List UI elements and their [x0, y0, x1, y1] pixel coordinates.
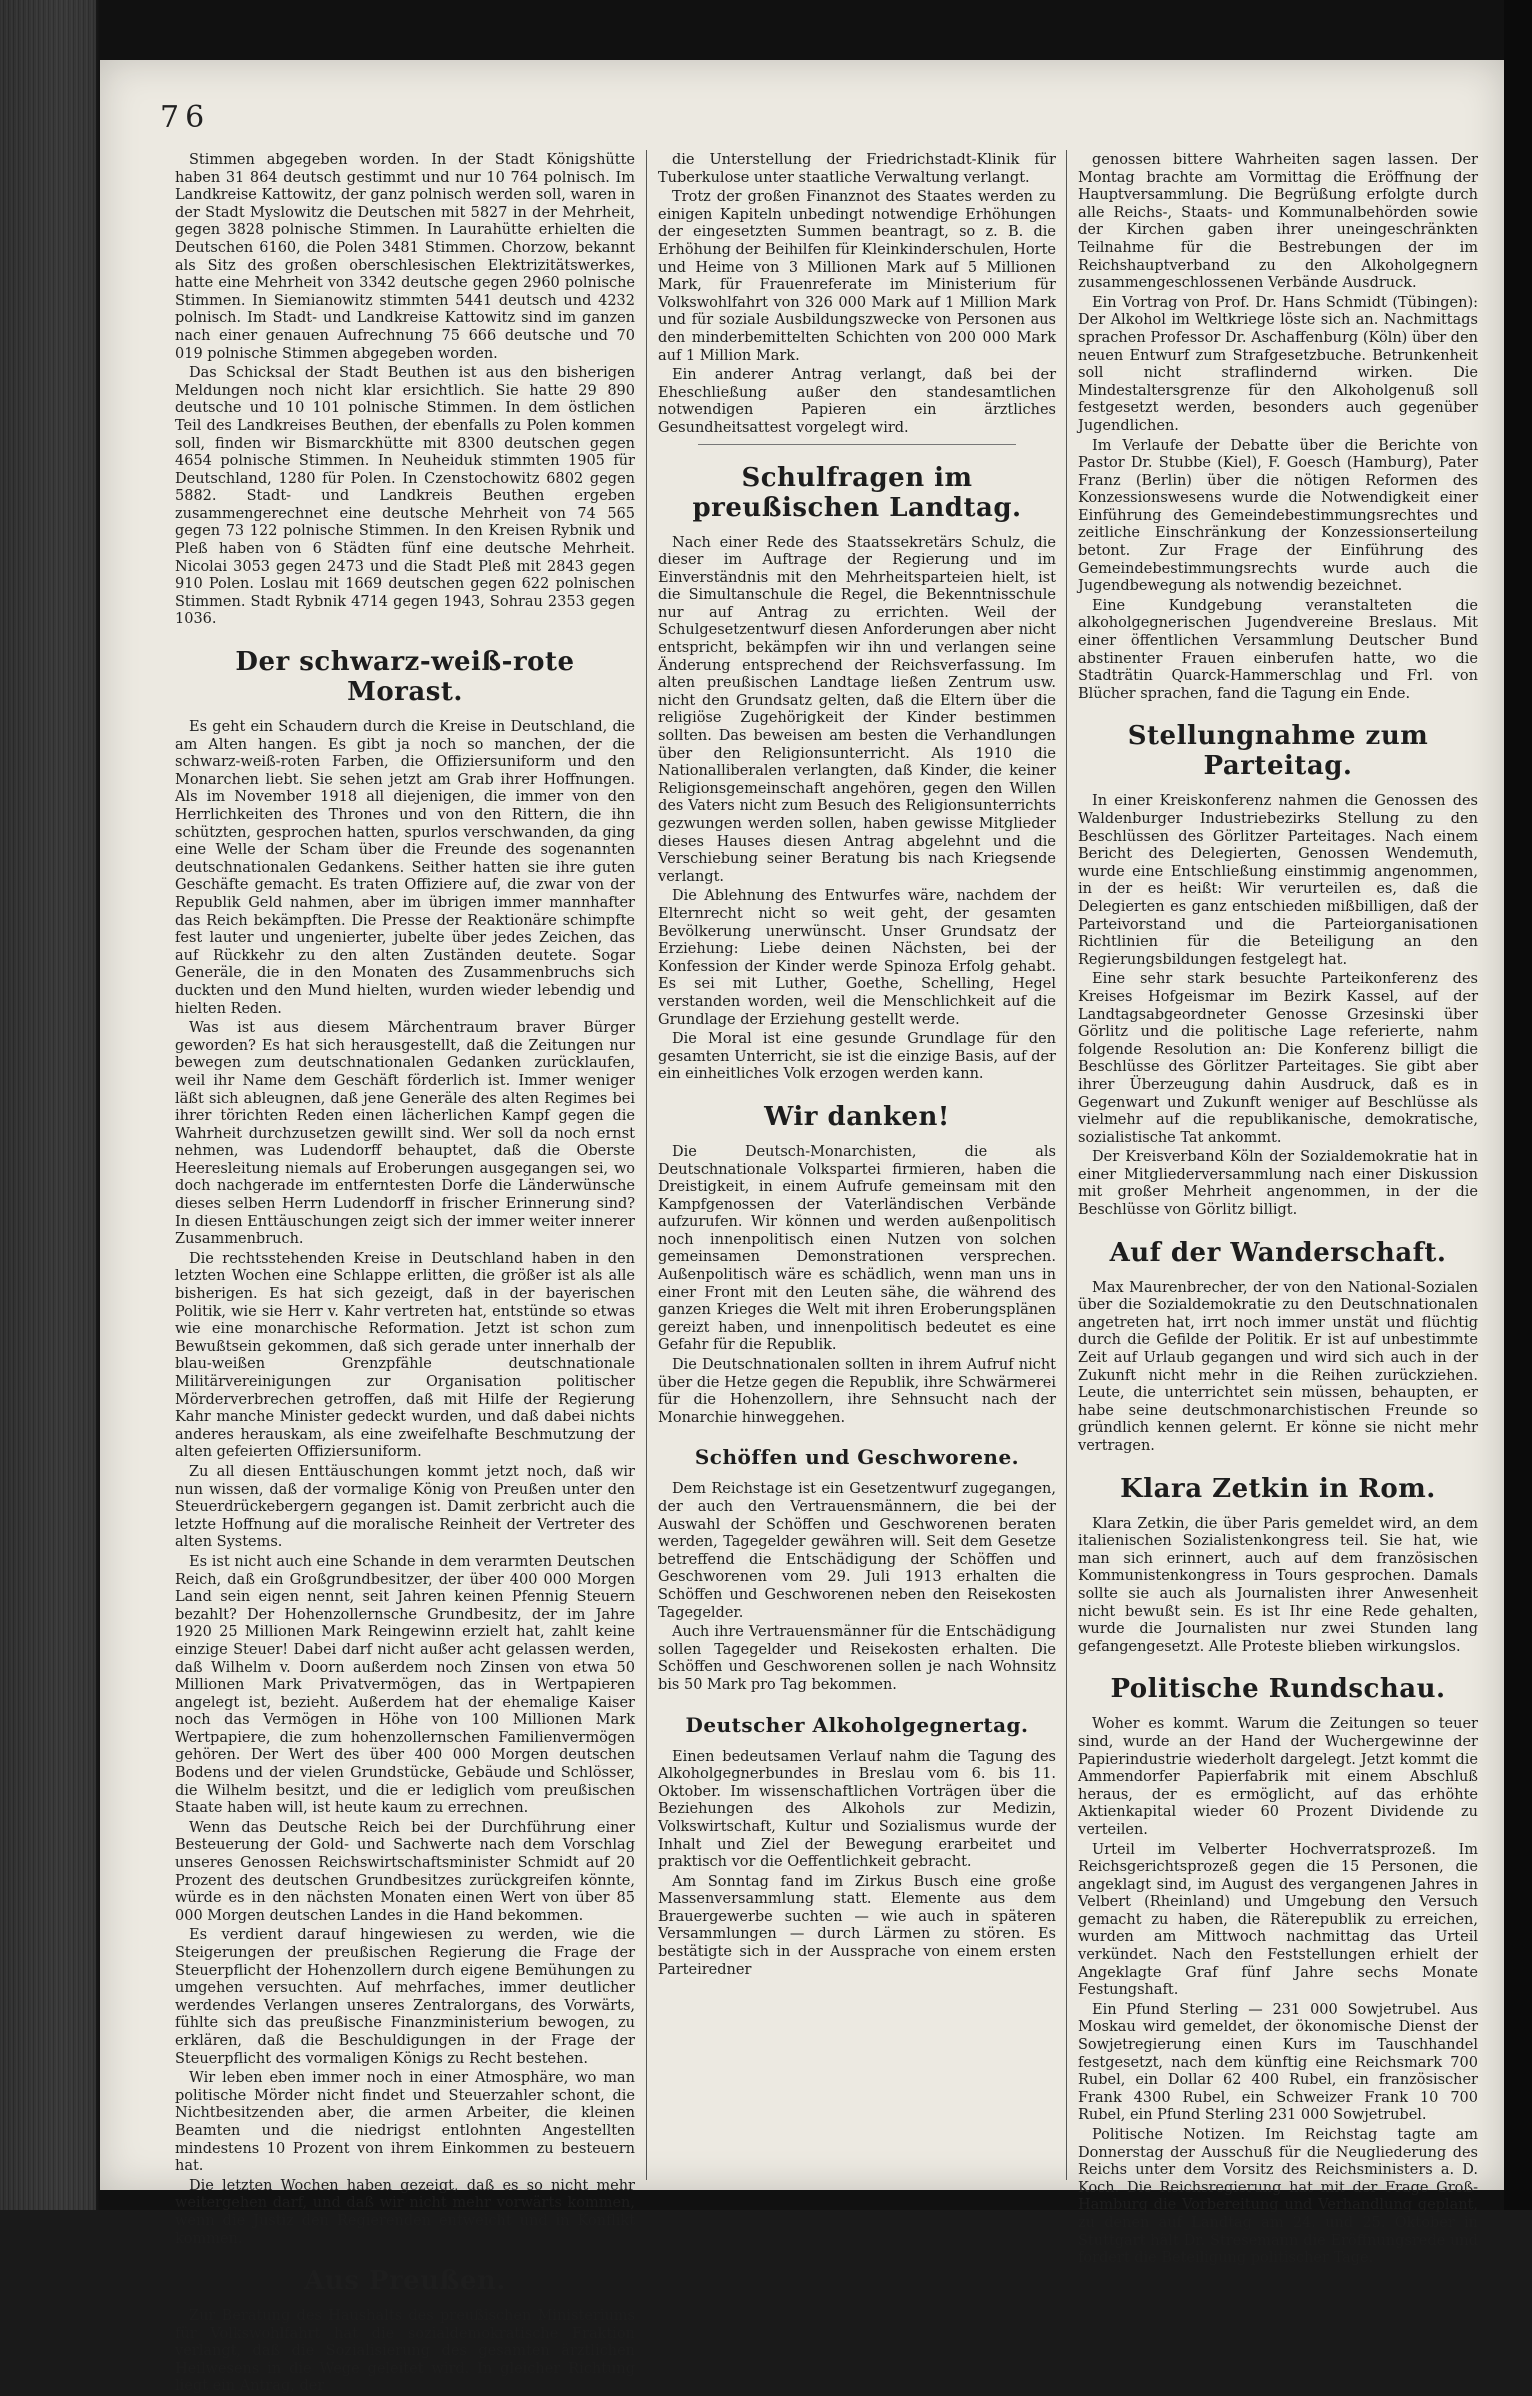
paragraph: die Unterstellung der Friedrichstadt-Klinik für Tuberkulose unter staatliche Verwaltung verlangt.	[658, 152, 1056, 186]
paragraph: Stimmen abgegeben worden. In der Stadt Königshütte haben 31 864 deutsch gestimmt und nur 10 764 polnisch. Im Landkreise Kattowitz, der ganz polnisch werden soll, waren in der Stadt Myslowitz die Deutschen mit 5827 in der Mehrheit, gegen 3828 polnische Stimmen. In Laurahütte erhielten die Deutschen 6160, die Polen 3481 Stimmen. Chorzow, bekannt als Sitz des großen oberschlesischen Elektrizitätswerkes, hatte eine Mehrheit von 3342 deutsche gegen 2960 polnische Stimmen. In Siemianowitz stimmten 5441 deutsch und 4232 polnisch. Im Stadt- und Landkreise Kattowitz sind im ganzen nach einer genauen Aufrechnung 75 666 deutsche und 70 019 polnische Stimmen abgegeben worden.	[175, 152, 635, 362]
book-binding	[0, 0, 96, 2210]
paragraph: Es verdient darauf hingewiesen zu werden, wie die Steigerungen der preußischen Regierung die Frage der Steuerpflicht der Hohenzollern durch eigene Bemühungen zu umgehen versuchten. Auf mehrfaches, immer deutlicher werdendes Verlangen unseres Zentralorgans, des Vorwärts, fühlte sich das preußische Finanzministerium bewogen, zu erklären, daß die Beschuldigungen in der Frage der Steuerpflicht des vormaligen Königs zu Recht bestehen.	[175, 1927, 635, 2067]
article-headline: Auf der Wanderschaft.	[1109, 1237, 1447, 1268]
paragraph: Nach einer Rede des Staatssekretärs Schulz, die dieser im Auftrage der Regierung und im Einverständnis mit den Mehrheitsparteien hielt, ist die Simultanschule die Regel, die Bekenntnisschule nur auf Antrag zu errichten. Weil der Schulgesetzentwurf diesen Anforderungen aber nicht entspricht, bekämpfen wir ihn und verlangen seine Änderung entsprechend der Reichsverfassung. Im alten preußischen Landtage ließen Zentrum usw. nicht den Grundsatz gelten, daß die Eltern über die religiöse Zugehörigkeit der Kinder bestimmen sollten. Das beweisen am besten die Verhandlungen über den Religionsunterricht. Als 1910 die Nationalliberalen verlangten, daß Kinder, die keiner Religionsgemeinschaft angehören, gegen den Willen des Vaters nicht zum Besuch des Religionsunterrichts gezwungen werden sollen, haben gewisse Mitglieder dieses Hauses diesen Antrag abgelehnt und die Verschiebung seiner Beratung bis nach Kriegsende verlangt.	[658, 534, 1056, 885]
paragraph: Urteil im Velberter Hochverratsprozeß. Im Reichsgerichtsprozeß gegen die 15 Personen, die angeklagt sind, im August des vergangenen Jahres in Velbert (Rheinland) und Umgebung den Versuch gemacht zu haben, die Räterepublik zu erreichen, wurden am Mittwoch nachmittag das Urteil verkündet. Nach den Feststellungen erhielt der Angeklagte Graf fünf Jahre sechs Monate Festungshaft.	[1078, 1841, 1478, 1999]
paragraph: Was ist aus diesem Märchentraum braver Bürger geworden? Es hat sich herausgestellt, daß die Zeitungen nur bewegen zum deutschnationalen Gedanken zurücklaufen, weil ihr Name dem Geschäft förderlich ist. Immer weniger läßt sich ableugnen, daß jene Generäle des alten Regimes bei ihrer törichten Reden einen lächerlichen Kampf gegen die Wahrheit durchzusetzen gewillt sind. Wer soll da noch ernst nehmen, was Ludendorff behauptet, daß die Oberste Heeresleitung niemals auf Eroberungen ausgegangen sei, wo doch nachgerade im entferntesten Dorfe die Länderwünsche dieses selben Herrn Ludendorff in frischer Erinnerung sind? In diesen Enttäuschungen zeigt sich der immer weiter innerer Zusammenbruch.	[175, 1020, 635, 1248]
column-divider	[1066, 150, 1067, 2180]
paragraph: Klara Zetkin, die über Paris gemeldet wird, an dem italienischen Sozialistenkongress teil. Sie hat, wie man sich erinnert, auch auf dem französischen Kommunistenkongress in Tours gesprochen. Damals sollte sie auch als Journalisten ihrer Anwesenheit nicht bewußt sein. Es ist Ihr eine Rede gehalten, wurde die Journalisten nur zwei Stunden lang gefangengesetzt. Alle Proteste blieben wirkungslos.	[1078, 1515, 1478, 1655]
column-middle	[658, 152, 1056, 2172]
paragraph: Der Kreisverband Köln der Sozialdemokratie hat in einer Mitgliederversammlung nach einer Diskussion mit großer Mehrheit angenommen, in der die Beschlüsse von Görlitz billigt.	[1078, 1149, 1478, 1219]
paragraph: Trotz der großen Finanznot des Staates werden zu einigen Kapiteln unbedingt notwendige Erhöhungen der eingesetzten Summen beantragt, so z. B. die Erhöhung der Beihilfen für Kleinkinderschulen, Horte und Heime von 3 Millionen Mark auf 5 Millionen Mark, für Frauenreferate im Ministerium für Volkswohlfahrt von 326 000 Mark auf 1 Million Mark und für soziale Ausbildungszwecke von Personen aus den minderbemittelten Schichten von 200 000 Mark auf 1 Million Mark.	[658, 189, 1056, 364]
paragraph: Eine sehr stark besuchte Parteikonferenz des Kreises Hofgeismar im Bezirk Kassel, auf der Landtagsabgeordneter Genosse Grzesinski über Görlitz und die politische Lage referierte, nahm folgende Resolution an: Die Konferenz billigt die Beschlüsse des Görlitzer Parteitages. Sie gibt aber ihrer Überzeugung dahin Ausdruck, daß es in Gegenwart und Zukunft weniger auf Beschlüsse als vielmehr auf die republikanische, demokratische, sozialistische Tat ankommt.	[1078, 971, 1478, 1146]
paragraph: Woher es kommt. Warum die Zeitungen so teuer sind, wurde an der Hand der Wuchergewinne der Papierindustrie wiederholt dargelegt. Jetzt kommt die Ammendorfer Papierfabrik mit einem Abschluß heraus, der es ermöglicht, auf das erhöhte Aktienkapital wieder 60 Prozent Dividende zu verteilen.	[1078, 1716, 1478, 1838]
paragraph: Am Sonntag fand im Zirkus Busch eine große Massenversammlung statt. Elemente aus dem Brauergewerbe suchten — wie auch in späteren Versammlungen — durch Lärmen zu stören. Es bestätigte sich in der Aussprache von einem ersten Parteiredner	[658, 1873, 1056, 1978]
paragraph: Die letzten Wochen haben gezeigt, daß es so nicht mehr weitergehen darf, und daß wir nicht mehr vorwärts kommen, wenn die Justiz den Regierenden entweicht und in Konflikt kommen.	[175, 2177, 635, 2247]
column-left	[175, 152, 635, 2395]
paragraph: Politische Notizen. Im Reichstag tagte am Donnerstag der Ausschuß für die Neugliederung des Reichs unter dem Vorsitz des Reichsministers a. D. Koch. Die Reichsregierung hat mit der Frage Groß-Hamburg die Vorbereitung und Verhandlung geplant, zu denen auf Landtag am 24. und 25. Oktober in Stuttgart hält Dr. Stresemann die Eröffnungsrede und fordert die Beteiligung politischer Tage.	[1078, 2127, 1478, 2267]
paragraph: Eine Kundgebung veranstalteten die alkoholgegnerischen Jugendvereine Breslaus. Mit einer öffentlichen Versammlung Deutscher Bund abstinenter Frauen einberufen hatte, wo die Stadträtin Quarck-Hammerschlag und Frl. von Blücher sprachen, fand die Tagung ein Ende.	[1078, 597, 1478, 702]
article-headline: Stellungnahme zum Parteitag.	[1127, 721, 1429, 782]
paragraph: Es geht ein Schaudern durch die Kreise in Deutschland, die am Alten hangen. Es gibt ja noch so manchen, der die schwarz-weiß-roten Farben, die Offiziersuniform und den Monarchen liebt. Sie sehen jetzt am Grab ihrer Hoffnungen. Als im November 1918 all diejenigen, die immer von den Herrlichkeiten des Thrones und von den Rittern, die ihn schützten, gesprochen hatten, spurlos verschwanden, da ging eine Welle der Scham über die Freunde des sogenannten deutschnationalen Gedankens. Seither hatten sie ihre guten Geschäfte gemacht. Es traten Offiziere auf, die zwar von der Republik Geld nahmen, aber im übrigen immer mannhafter das Reich bekämpften. Die Presse der Reaktionäre schimpfte fest lauter und ungenierter, jubelte über jedes Zeichen, das auf Rückkehr zu den alten Zuständen deutete. Sogar Generäle, die in den Monaten des Zusammenbruchs sich duckten und den Mund hielten, wurden wieder lebendig und hielten Reden.	[175, 719, 635, 1017]
paragraph: Im Verlaufe der Debatte über die Berichte von Pastor Dr. Stubbe (Kiel), F. Goesch (Hamburg), Pater Franz (Berlin) über die nötigen Reformen des Konzessionswesens wurde die Notwendigkeit einer Einführung des Gemeindebestimmungsrechtes und zeitliche Einschränkung der Konzessionserteilung betont. Zur Frage der Einführung des Gemeindebestimmungsrechts wurde auch die Jugendbewegung als notwendig bezeichnet.	[1078, 437, 1478, 595]
article-headline: Aus Preußen.	[304, 2266, 506, 2297]
article-headline: Schöffen und Geschworene.	[694, 1445, 1020, 1470]
paragraph: Max Maurenbrecher, der von den National-Sozialen über die Sozialdemokratie zu den Deutschnationalen angetreten hat, irrt noch immer unstät und flüchtig durch die Gefilde der Politik. Er ist auf unbestimmte Zeit auf Urlaub gegangen und wird sich auch in der Zukunft nicht mehr in die Reihen zurückziehen. Leute, die unterrichtet sein müssen, behaupten, er habe seine deutschmonarchistischen Freunde so gründlich kennen gelernt. Er könne sie nicht mehr vertragen.	[1078, 1279, 1478, 1454]
paragraph: Wenn das Deutsche Reich bei der Durchführung einer Besteuerung der Gold- und Sachwerte nach dem Vorschlag unseres Genossen Reichswirtschaftsminister Schmidt auf 20 Prozent des deutschen Grundbesitzes zurückgreifen könnte, würde es in den nächsten Monaten einen Wert von über 85 000 Morgen deutschen Landes in die Hand bekommen.	[175, 1819, 635, 1924]
paragraph: Einen bedeutsamen Verlauf nahm die Tagung des Alkoholgegnerbundes in Breslau vom 6. bis 11. Oktober. Im wissenschaftlichen Vorträgen über die Beziehungen des Alkohols zur Medizin, Volkswirtschaft, Kultur und Sozialismus wurde der Inhalt und Ziel der Bewegung erarbeitet und praktisch vor die Oeffentlichkeit gebracht.	[658, 1748, 1056, 1871]
paragraph: Ein Vortrag von Prof. Dr. Hans Schmidt (Tübingen): Der Alkohol im Weltkriege löste sich an. Nachmittags sprachen Professor Dr. Aschaffenburg (Köln) über den neuen Entwurf zum Strafgesetzbuche. Betrunkenheit soll nicht straflindernd wirken. Die Mindestaltersgrenze für den Alkoholgenuß soll festgesetzt werden, besonders auch gegenüber Jugendlichen.	[1078, 294, 1478, 434]
article-headline: Wir danken!	[764, 1101, 950, 1132]
paragraph: Zu all diesen Enttäuschungen kommt jetzt noch, daß wir nun wissen, daß der vormalige König von Preußen unter den Steuerdrückebergern gegangen ist. Damit zerbricht auch die letzte Hoffnung auf die moralische Reinheit der Vertreter des alten Systems.	[175, 1463, 635, 1551]
paragraph: genossen bittere Wahrheiten sagen lassen. Der Montag brachte am Vormittag die Eröffnung der Hauptversammlung. Die Begrüßung erfolgte durch alle Reichs-, Staats- und Kommunalbehörden sowie der Kirchen gaben ihrer uneingeschränkten Teilnahme für die Bestrebungen der im Reichshauptverband zu den Alkoholgegnern zusammengeschlossenen Verbände Ausdruck.	[1078, 152, 1478, 292]
paragraph: Auch ihre Vertrauensmänner für die Entschädigung sollen Tagegelder und Reisekosten erhalten. Die Schöffen und Geschworenen sollen je nach Wohnsitz bis 50 Mark pro Tag bekommen.	[658, 1624, 1056, 1693]
paragraph: Die Deutschnationalen sollten in ihrem Aufruf nicht über die Hetze gegen die Republik, ihre Schwärmerei für die Hohenzollern, ihre Sehnsucht nach der Monarchie hinweggehen.	[658, 1357, 1056, 1426]
paragraph: Die Ablehnung des Entwurfes wäre, nachdem der Elternrecht nicht so weit geht, der gesamten Bevölkerung unerwünscht. Unser Grundsatz der Erziehung: Liebe deinen Nächsten, bei der Konfession der Kinder werde Spinoza Erfolg gehabt. Es sei mit Luther, Goethe, Schelling, Hegel verstanden worden, weil die Menschlichkeit auf die Grundlage der Erziehung gestellt werde.	[658, 888, 1056, 1028]
paragraph: Wir leben eben immer noch in einer Atmosphäre, wo man politische Mörder nicht findet und Steuerzahler schont, die Nichtbesitzenden aber, die armen Arbeiter, die kleinen Beamten und die niedrigst entlohnten Angestellten mindestens 10 Prozent von ihrem Einkommen zu besteuern hat.	[175, 2070, 635, 2175]
paragraph: Die Deutsch-Monarchisten, die als Deutschnationale Volkspartei firmieren, haben die Dreistigkeit, in einem Aufrufe gemeinsam mit den Kampfgenossen der Vaterländischen Verbände aufzurufen. Wir können und werden außenpolitisch noch innenpolitisch einen Nutzen von solchen gemeinsamen Demonstrationen versprechen. Außenpolitisch wäre es schädlich, wenn man uns in einer Front mit den Leuten sähe, die während des ganzen Krieges die Welt mit ihren Eroberungsplänen gereizt haben, und innenpolitisch bedeutet es eine Gefahr für die Republik.	[658, 1143, 1056, 1354]
article-headline: Schulfragen im preußischen Landtag.	[692, 462, 1022, 523]
column-right	[1078, 152, 1478, 2267]
paragraph: In einer Kreiskonferenz nahmen die Genossen des Waldenburger Industriebezirks Stellung zu den Beschlüssen des Görlitzer Parteitages. Nach einem Bericht des Delegierten, Genossen Wendemuth, wurde eine Entschließung einstimmig angenommen, in der es heißt: Wir verurteilen es, daß die Delegierten es ganz entschieden mißbilligen, daß der Parteivorstand und die Parteiorganisationen Richtlinien für die Beteiligung an den Regierungsbildungen festgelegt hat.	[1078, 793, 1478, 968]
paragraph: Das Schicksal der Stadt Beuthen ist aus den bisherigen Meldungen noch nicht klar ersichtlich. Sie hatte 29 890 deutsche und 10 101 polnische Stimmen. In dem östlichen Teil des Landkreises Beuthen, der ebenfalls zu Polen kommen soll, finden wir Bismarckhütte mit 8300 deutschen gegen 4654 polnische Stimmen. In Neuheiduk stimmten 1905 für Deutschland, 1280 für Polen. In Czenstochowitz 6802 gegen 5882. Stadt- und Landkreis Beuthen ergeben zusammengerechnet eine deutsche Mehrheit von 74 565 gegen 73 122 polnische Stimmen. In den Kreisen Rybnik und Pleß haben von 6 Städten fünf eine deutsche Mehrheit. Nicolai 3053 gegen 2473 und die Stadt Pleß mit 2843 gegen 910 Polen. Loslau mit 1669 deutschen gegen 622 polnischen Stimmen. Stadt Rybnik 4714 gegen 1943, Sohrau 2353 gegen 1036.	[175, 365, 635, 628]
article-headline: Der schwarz-weiß-rote Morast.	[235, 647, 575, 708]
column-divider	[646, 150, 647, 2180]
article-headline: Politische Rundschau.	[1110, 1674, 1446, 1705]
scan-edge	[1504, 0, 1532, 2210]
paragraph: Die Moral ist eine gesunde Grundlage für den gesamten Unterricht, sie ist die einzige Basis, auf der ein einheitliches Volk erzogen werden kann.	[658, 1031, 1056, 1083]
article-headline: Klara Zetkin in Rom.	[1120, 1473, 1436, 1504]
paragraph: Es ist nicht auch eine Schande in dem verarmten Deutschen Reich, daß ein Großgrundbesitzer, der über 400 000 Morgen Land sein eigen nennt, seit Jahren keinen Pfennig Steuern bezahlt? Der Hohenzollernsche Grundbesitz, der im Jahre 1920 25 Millionen Mark Reingewinn erzielt hat, zahlt keine einzige Steuer! Dabei darf nicht außer acht gelassen werden, daß Wilhelm v. Doorn außerdem noch Zinsen von etwa 50 Millionen Mark Privatvermögen, das in Wertpapieren angelegt ist, bezieht. Außerdem hat der ehemalige Kaiser noch das Vermögen in Höhe von 100 Millionen Mark Wertpapiere, die zum hohenzollernschen Familienvermögen gehören. Der Wert des über 400 000 Morgen deutschen Bodens und der vielen Grundstücke, Gebäude und Schlösser, die Wilhelm besitzt, und die er lediglich vom preußischen Staate haben will, ist heute kaum zu errechnen.	[175, 1553, 635, 1817]
paragraph: Ein Pfund Sterling — 231 000 Sowjetrubel. Aus Moskau wird gemeldet, der ökonomische Dienst der Sowjetregierung einen Kurs im Tauschhandel festgesetzt, nach dem künftig eine Reichsmark 700 Rubel, ein Dollar 62 400 Rubel, ein französischer Frank 4300 Rubel, ein Schweizer Frank 10 700 Rubel, ein Pfund Sterling 231 000 Sowjetrubel.	[1078, 2001, 1478, 2124]
paragraph: Zur Beratung des Haushalts des preußischen Ministeriums für Volkswohlfahrt hat die sozialdemokratische Fraktion verlangt, daß die Sozialisierung des gesamten ärztlichen Heilwesens in die Wege geleitet wird. In gleicher Richtung liegt ein Antrag, der	[175, 2308, 635, 2395]
paragraph: Die rechtsstehenden Kreise in Deutschland haben in den letzten Wochen eine Schlappe erlitten, die größer ist als alle bisherigen. Es hat sich gezeigt, daß in der bayerischen Politik, wie sie Herr v. Kahr vertreten hat, entstünde so etwas wie eine monarchische Reformation. Jetzt ist schon zum Bewußtsein gekommen, daß sich gerade unter innerhalb der blau-weißen Grenzpfähle deutschnationale Militärvereinigungen zur Organisation politischer Mörderverbrechen getroffen, daß mit Hilfe der Regierung Kahr manche Minister gedeckt wurden, und daß dabei nichts anderes herauskam, als eine zweifelhafte Beschmutzung der alten gefeierten Offiziersuniform.	[175, 1250, 635, 1461]
section-rule	[698, 444, 1016, 445]
article-headline: Deutscher Alkoholgegnertag.	[685, 1712, 1029, 1737]
paragraph: Dem Reichstage ist ein Gesetzentwurf zugegangen, der auch den Vertrauensmännern, die bei der Auswahl der Schöffen und Geschworenen beraten werden, Tagegelder gewähren will. Seit dem Gesetze betreffend die Entschädigung der Schöffen und Geschworenen vom 29. Juli 1913 erhalten die Schöffen und Geschworenen neben den Reisekosten Tagegelder.	[658, 1481, 1056, 1621]
paragraph: Ein anderer Antrag verlangt, daß bei der Eheschließung außer den standesamtlichen notwendigen Papieren ein ärztliches Gesundheitsattest vorgelegt wird.	[658, 367, 1056, 436]
page-number: 76	[160, 100, 211, 135]
